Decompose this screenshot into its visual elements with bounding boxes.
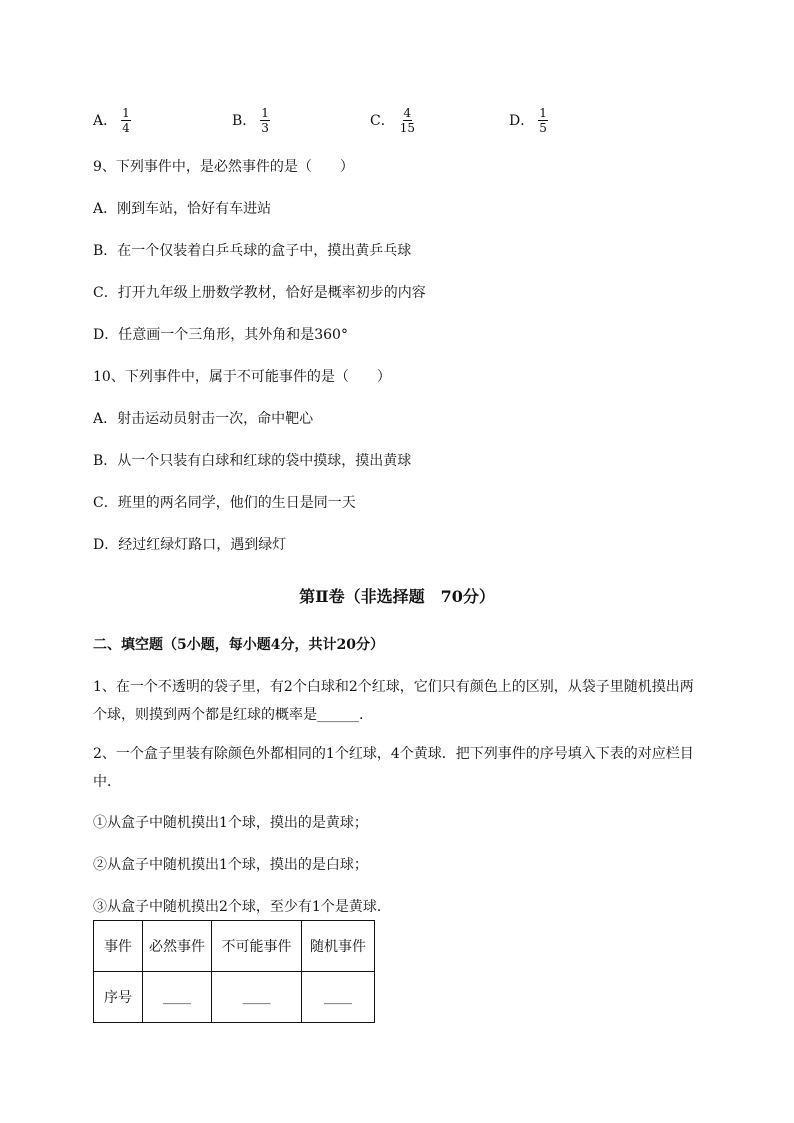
table-blank-cell: ____	[212, 972, 302, 1023]
fill2-line2: 中．	[93, 774, 121, 790]
option-label: B．	[232, 113, 257, 129]
event-table	[93, 920, 375, 1023]
fill2-line1: 2、一个盒子里装有除颜色外都相同的1个红球，4个黄球．把下列事件的序号填入下表的对应栏目	[93, 746, 694, 762]
table-row	[94, 972, 375, 1023]
q9-option-c: C．打开九年级上册数学教材，恰好是概率初步的内容	[93, 285, 426, 301]
numerator: 1	[122, 105, 130, 120]
q10-stem: 10、下列事件中，属于不可能事件的是（ ）	[93, 369, 391, 385]
denominator: 15	[399, 120, 415, 135]
table-row-label: 序号	[94, 972, 143, 1023]
numerator: 1	[261, 105, 269, 120]
q10-option-c: C．班里的两名同学，他们的生日是同一天	[93, 495, 356, 511]
fill2-item-2: ②从盒子中随机摸出1个球，摸出的是白球；	[93, 857, 368, 873]
denominator: 4	[122, 120, 130, 135]
q10-option-b: B．从一个只装有白球和红球的袋中摸球，摸出黄球	[93, 453, 412, 469]
fraction	[121, 106, 131, 135]
q9-option-b: B．在一个仅装着白乒乓球的盒子中，摸出黄乒乓球	[93, 243, 412, 259]
part2-heading: 第Ⅱ卷（非选择题 70分）	[299, 587, 495, 606]
numerator: 1	[539, 105, 547, 120]
fill1-line2: 个球，则摸到两个都是红球的概率是______.	[93, 707, 364, 723]
fraction	[260, 106, 270, 135]
numerator: 4	[403, 105, 412, 120]
table-row	[94, 921, 375, 972]
table-header-cell: 必然事件	[143, 921, 212, 972]
q10-option-d: D．经过红绿灯路口，遇到绿灯	[93, 537, 287, 553]
table-blank-cell: ____	[143, 972, 212, 1023]
section2-title: 二、填空题（5小题，每小题4分，共计20分）	[93, 637, 384, 653]
fill2-item-3: ③从盒子中随机摸出2个球，至少有1个是黄球．	[93, 899, 391, 915]
fraction	[399, 106, 416, 135]
q8-options	[0, 100, 794, 140]
denominator: 5	[539, 120, 547, 135]
q9-option-d: D．任意画一个三角形，其外角和是360°	[93, 327, 348, 343]
q8-option-d	[509, 100, 548, 140]
q8-option-b	[232, 100, 270, 140]
denominator: 3	[261, 120, 269, 135]
fill2-item-1: ①从盒子中随机摸出1个球，摸出的是黄球；	[93, 815, 368, 831]
option-label: A．	[93, 113, 118, 129]
table-header-cell: 随机事件	[302, 921, 375, 972]
q8-option-c	[370, 100, 416, 140]
option-label: C．	[370, 113, 395, 129]
q8-option-a	[93, 100, 131, 140]
q9-stem: 9、下列事件中，是必然事件的是（ ）	[93, 159, 354, 175]
fraction	[538, 106, 548, 135]
q10-option-a: A．射击运动员射击一次，命中靶心	[93, 411, 314, 427]
table-header-cell: 不可能事件	[212, 921, 302, 972]
q9-option-a: A．刚到车站，恰好有车进站	[93, 201, 272, 217]
table-header-cell: 事件	[94, 921, 143, 972]
table-blank-cell: ____	[302, 972, 375, 1023]
option-label: D．	[509, 113, 535, 129]
fill1-line1: 1、在一个不透明的袋子里，有2个白球和2个红球，它们只有颜色上的区别，从袋子里随机摸出两	[93, 679, 694, 695]
